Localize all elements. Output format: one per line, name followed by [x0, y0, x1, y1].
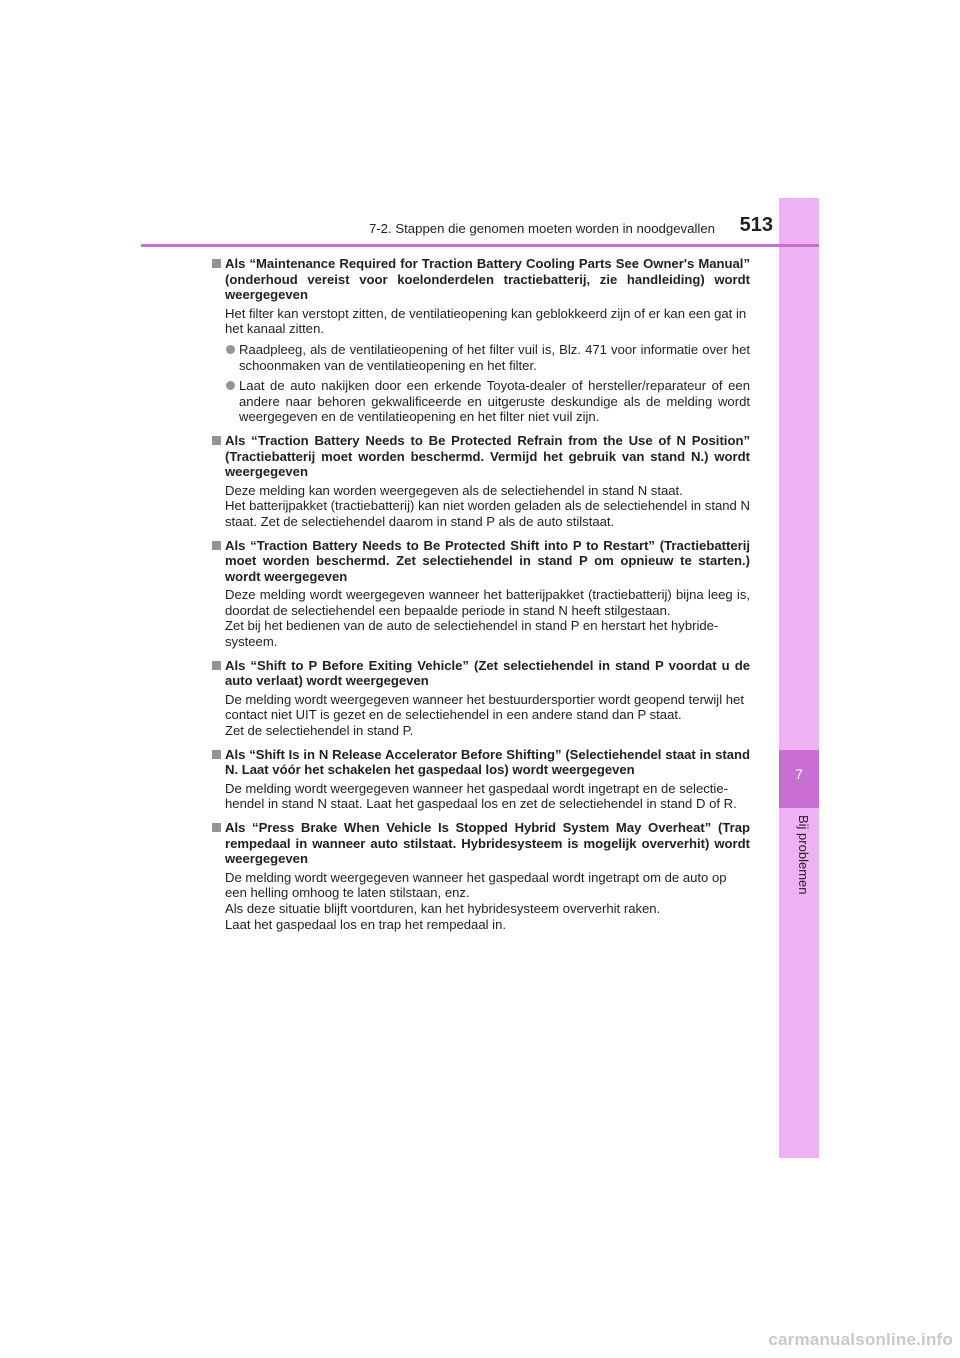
- section-maintenance-cooling: [211, 256, 750, 425]
- list-item-text: Laat de auto nakijken door een erkende Toyota-dealer of hersteller/reparateur of een andere naar behoren gekwalificeerde en uitgeruste deskundige als de melding wordt weergegeven en de ventilatieopening en het filter niet vuil zijn.: [239, 378, 750, 425]
- circle-bullet-icon: [226, 345, 235, 354]
- square-bullet-icon: [212, 823, 221, 832]
- header-section-title: 7-2. Stappen die genomen moeten worden in noodgevallen: [368, 221, 715, 236]
- section-title: Als “Shift to P Before Exiting Vehicle” (Zet selectiehendel in stand P voordat u de auto verlaat) wordt weergegeven: [225, 657, 750, 689]
- paragraph: De melding wordt weergegeven wanneer het bestuurdersportier wordt geopend terwijl het contact niet UIT is gezet en de selectiehendel in een andere stand dan P staat.: [225, 691, 744, 723]
- section-release-accelerator: [211, 747, 750, 812]
- square-bullet-icon: [212, 541, 221, 550]
- watermark: carmanualsonline.info: [768, 1330, 953, 1349]
- header-divider: [141, 244, 819, 247]
- section-title: Als “Maintenance Required for Traction Battery Cooling Parts See Owner's Manual” (onderhoud vereist voor koelonderdelen tractiebatterij, zie handleiding) wordt weergegeven: [225, 256, 750, 303]
- section-title: Als “Shift Is in N Release Accelerator Before Shifting” (Selectiehendel staat in stand N. Laat vóór het schakelen het gaspedaal los) wordt weergegeven: [225, 746, 750, 778]
- square-bullet-icon: [212, 259, 221, 268]
- list-item-text: Raadpleeg, als de ventilatieopening of het filter vuil is, Blz. 471 voor informatie over het schoonmaken van de ventilatieopening en het filter.: [239, 341, 750, 373]
- paragraph: Zet de selectiehendel in stand P.: [225, 723, 414, 739]
- paragraph: Zet bij het bedienen van de auto de selectiehendel in stand P en herstart het hybridesysteem.: [225, 618, 719, 650]
- square-bullet-icon: [212, 436, 221, 445]
- section-title: Als “Traction Battery Needs to Be Protected Shift into P to Restart” (Tractiebatterij moet worden beschermd. Zet selectiehendel in stand P om opnieuw te starten.) wordt weergegeven: [225, 537, 750, 584]
- section-title: Als “Press Brake When Vehicle Is Stopped Hybrid System May Overheat” (Trap rempedaal in wanneer auto stilstaat. Hybridesysteem is mogelijk oververhit) wordt weergegeven: [225, 820, 750, 867]
- main-content: [211, 256, 750, 940]
- paragraph: Het filter kan verstopt zitten, de ventilatieopening kan geblokkeerd zijn of er kan een gat in het kanaal zitten.: [225, 305, 747, 337]
- paragraph: Als deze situatie blijft voortduren, kan het hybridesysteem oververhit raken.: [225, 900, 661, 916]
- paragraph: De melding wordt weergegeven wanneer het gaspedaal wordt ingetrapt om de auto op een helling omhoog te laten stilstaan, enz.: [225, 869, 727, 901]
- page-number: 513: [739, 214, 773, 236]
- section-press-brake-overheat: [211, 820, 750, 932]
- square-bullet-icon: [212, 750, 221, 759]
- section-shift-to-p-before-exiting: [211, 658, 750, 739]
- chapter-number: 7: [795, 766, 803, 782]
- paragraph: Deze melding wordt weergegeven wanneer het batterijpakket (tractiebatterij) bijna leeg is, doordat de selectiehendel een bepaalde periode in stand N heeft stilgestaan.: [225, 587, 750, 618]
- paragraph: De melding wordt weergegeven wanneer het gaspedaal wordt ingetrapt en de selectiehendel in stand N staat. Laat het gaspedaal los en zet de selectiehendel in stand D of R.: [225, 780, 737, 812]
- paragraph: Laat het gaspedaal los en trap het rempedaal in.: [225, 916, 506, 932]
- section-title: Als “Traction Battery Needs to Be Protected Refrain from the Use of N Position” (Tractiebatterij moet worden beschermd. Vermijd het gebruik van stand N.) wordt weergegeven: [225, 432, 750, 480]
- list-item: [225, 378, 750, 425]
- section-shift-into-p-restart: [211, 538, 750, 650]
- circle-bullet-icon: [226, 381, 235, 390]
- section-refrain-n-position: [211, 433, 750, 530]
- paragraph: Het batterijpakket (tractiebatterij) kan niet worden geladen als de selectiehendel in stand N staat. Zet de selectiehendel daarom in stand P als de auto stilstaat.: [225, 498, 750, 529]
- square-bullet-icon: [212, 661, 221, 670]
- list-item: [225, 342, 750, 373]
- chapter-side-tab: [779, 198, 819, 1158]
- chapter-title: Bij problemen: [796, 815, 811, 895]
- paragraph: Deze melding kan worden weergegeven als de selectiehendel in stand N staat.: [225, 482, 683, 498]
